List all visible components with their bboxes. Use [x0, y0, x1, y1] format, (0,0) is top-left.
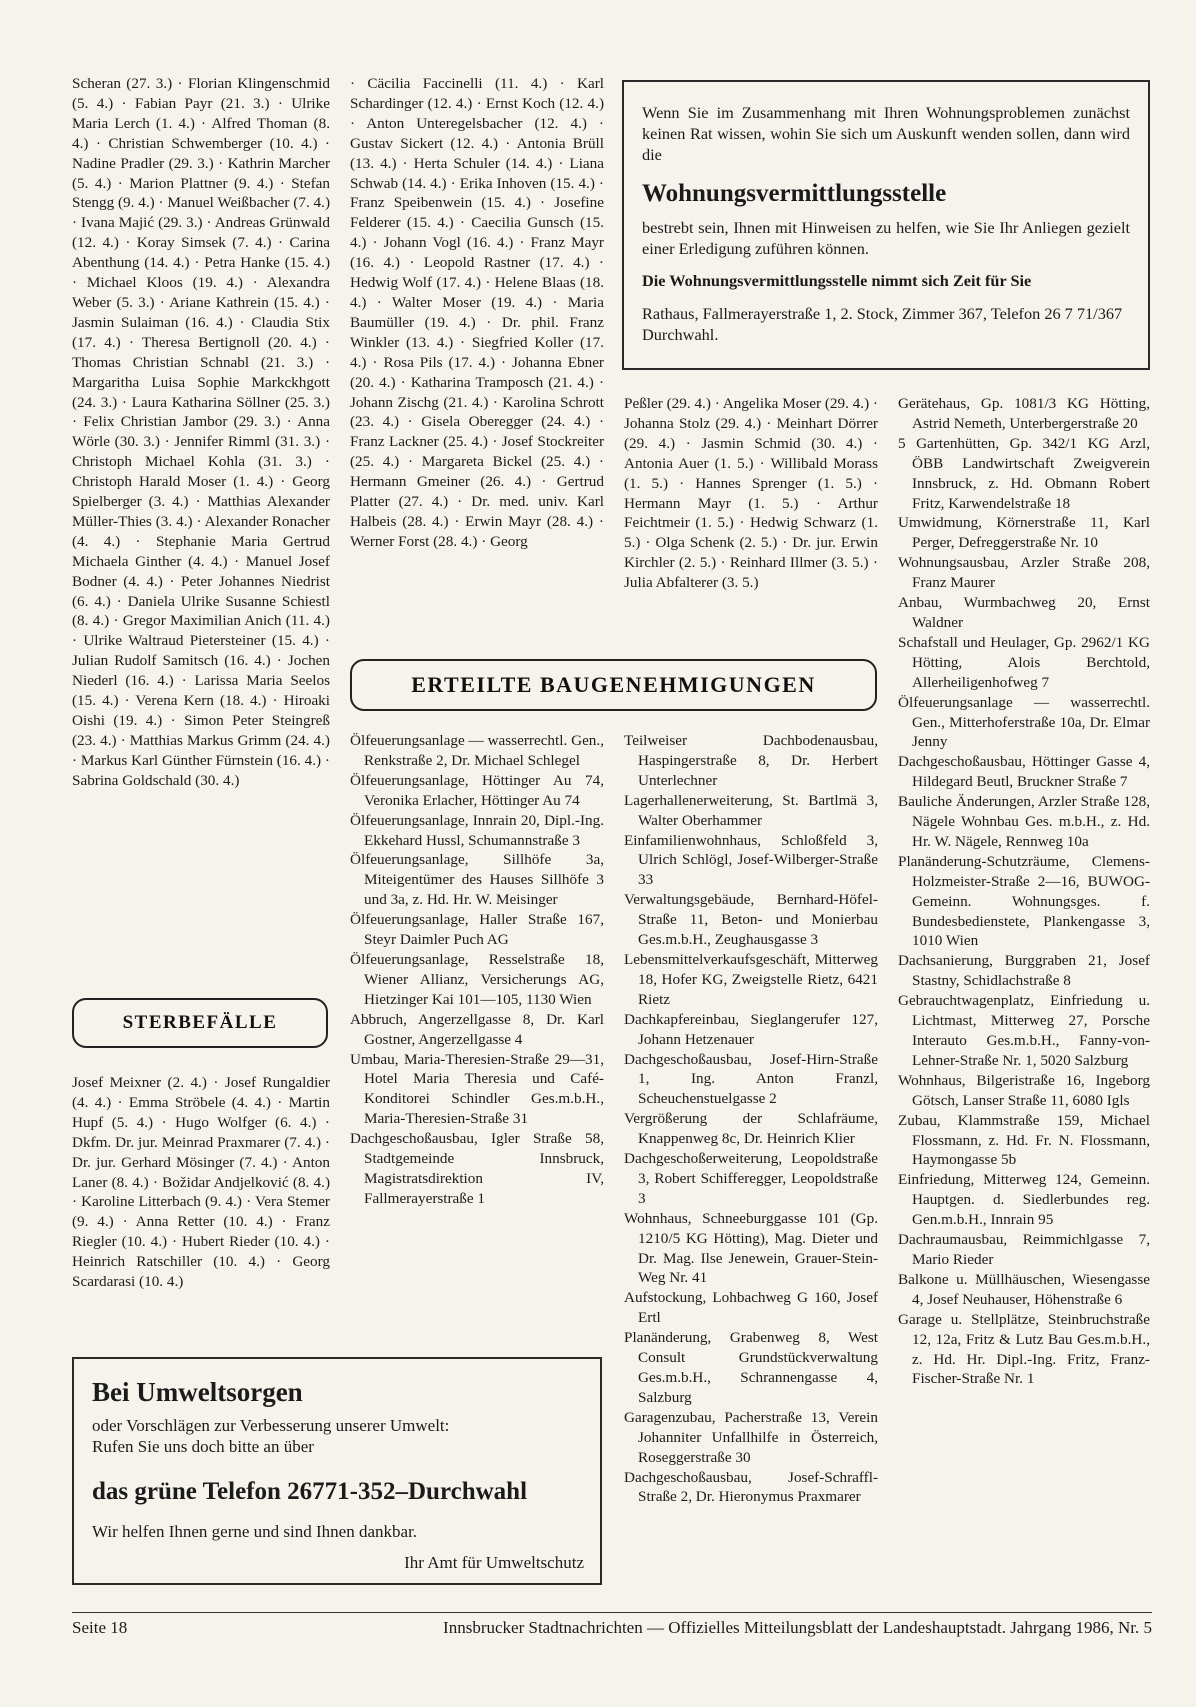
- bau-entry: Wohnhaus, Schneeburggasse 101 (Gp. 1210/5 KG Hötting), Mag. Dieter und Dr. Mag. Ilse Jenewein, Grauer-Stein-Weg Nr. 41: [624, 1209, 878, 1287]
- bau-entry: Teilweiser Dachbodenausbau, Haspingerstraße 8, Dr. Herbert Unterlechner: [624, 732, 878, 789]
- wohnung-address: Rathaus, Fallmerayerstraße 1, 2. Stock, Zimmer 367, Telefon 26 7 71/367 Durchwahl.: [642, 304, 1123, 344]
- bau-entry: Ölfeuerungsanlage, Innrain 20, Dipl.-Ing. Ekkehard Hussl, Schumannstraße 3: [350, 811, 604, 849]
- umwelt-line2: Rufen Sie uns doch bitte an über: [92, 1437, 314, 1456]
- wohnung-bold: Die Wohnungsvermittlungsstelle nimmt sich Zeit für Sie: [642, 271, 1032, 290]
- bau-entry: Ölfeuerungsanlage, Haller Straße 167, Steyr Daimler Puch AG: [350, 911, 604, 949]
- bau-entry: Dachgeschoßerweiterung, Leopoldstraße 3, Robert Schifferegger, Leopoldstraße 3: [624, 1150, 878, 1207]
- umwelt-line1: oder Vorschlägen zur Verbesserung unserer Umwelt:: [92, 1416, 450, 1435]
- sterbefaelle-heading-box: [72, 998, 328, 1048]
- bau-entry: Wohnungsausbau, Arzler Straße 208, Franz Maurer: [898, 554, 1150, 592]
- bau-entry: Dachgeschoßausbau, Josef-Schraffl-Straße 2, Dr. Hieronymus Praxmarer: [624, 1468, 878, 1506]
- wohnung-intro: Wenn Sie im Zusammenhang mit Ihren Wohnungsproblemen zunächst keinen Rat wissen, wohin Sie sich um Auskunft wenden sollen, dann wird die: [642, 103, 1130, 164]
- deaths-list: Josef Meixner (2. 4.) · Josef Rungaldier (4. 4.) · Emma Ströbele (4. 4.) · Martin Hupf (5. 4.) · Hugo Wolfger (6. 4.) · Dkfm. Dr. jur. Meinrad Praxmarer (7. 4.) · Dr. jur. Gerhard Mösinger (7. 4.) · Anton Laner (8. 4.) · Božidar Andjelković (8. 4.) · Karoline Litterbach (9. 4.) · Vera Stemer (9. 4.) · Anna Retter (10. 4.) · Franz Riegler (10. 4.) · Hubert Rieder (10. 4.) · Heinrich Ratschiller (10. 4.) · Georg Scardarasi (10. 4.): [72, 1074, 330, 1291]
- bau-entry: Abbruch, Angerzellgasse 8, Dr. Karl Gostner, Angerzellgasse 4: [350, 1010, 604, 1048]
- bau-entry: Schafstall und Heulager, Gp. 2962/1 KG Hötting, Alois Berchtold, Allerheiligenhofweg 7: [898, 633, 1150, 691]
- bau-entry: Einfriedung, Mitterweg 124, Gemeinn. Hauptgen. d. Siedlerbundes reg. Gen.m.b.H., Innrain 95: [898, 1171, 1150, 1229]
- bau-entry: Gerätehaus, Gp. 1081/3 KG Hötting, Astrid Nemeth, Unterbergerstraße 20: [898, 395, 1150, 432]
- bau-entry: Aufstockung, Lohbachweg G 160, Josef Ertl: [624, 1289, 878, 1327]
- bau-entry: Gebrauchtwagenplatz, Einfriedung u. Lichtmast, Mitterweg 27, Porsche Interauto Ges.m.b.H., Fanny-von-Lehner-Straße Nr. 1, 5020 Salzburg: [898, 992, 1150, 1069]
- bau-entry: Ölfeuerungsanlage — wasserrechtl. Gen., Mitterhoferstraße 10a, Dr. Elmar Jenny: [898, 693, 1150, 751]
- umwelt-box: [72, 1357, 602, 1585]
- bau-entry: Dachgeschoßausbau, Josef-Hirn-Straße 1, Ing. Anton Franzl, Scheuchenstuelgasse 2: [624, 1050, 878, 1108]
- bau-entry: Bauliche Änderungen, Arzler Straße 128, Nägele Wohnbau Ges. m.b.H., z. Hd. Hr. W. Nägele, Rennweg 10a: [898, 793, 1150, 850]
- umwelt-sign: Ihr Amt für Umweltschutz: [404, 1553, 584, 1572]
- bau-entry: Lebensmittelverkaufsgeschäft, Mitterweg 18, Hofer KG, Zweigstelle Rietz, 6421 Rietz: [624, 950, 878, 1008]
- bau-entry: Ölfeuerungsanlage, Sillhöfe 3a, Miteigentümer des Hauses Sillhöfe 3 und 3a, z. Hd. Hr. W. Meisinger: [350, 851, 604, 909]
- baugenehmigungen-heading-box: [350, 659, 877, 711]
- page-number: Seite 18: [72, 1618, 128, 1637]
- births-list-end: Peßler (29. 4.) · Angelika Moser (29. 4.) · Johanna Stolz (29. 4.) · Meinhart Dörrer (29. 4.) · Jasmin Schmid (30. 4.) · Antonia Auer (1. 5.) · Willibald Morass (1. 5.) · Hannes Sprenger (1. 5.) · Hermann Mayr (1. 5.) · Arthur Feichtmeir (1. 5.) · Hedwig Schwarz (1. 5.) · Olga Schenk (2. 5.) · Dr. jur. Erwin Kirchler (2. 5.) · Reinhard Illmer (3. 5.) · Julia Abfalterer (3. 5.): [624, 395, 878, 592]
- bau-entry: Anbau, Wurmbachweg 20, Ernst Waldner: [898, 594, 1150, 631]
- bau-entry: Garagenzubau, Pacherstraße 13, Verein Johanniter Unfallhilfe in Österreich, Roseggerstraße 30: [624, 1408, 878, 1466]
- bau-entry: Balkone u. Müllhäuschen, Wiesengasse 4, Josef Neuhauser, Höhenstraße 6: [898, 1270, 1150, 1308]
- births-list-continued: · Cäcilia Faccinelli (11. 4.) · Karl Schardinger (12. 4.) · Ernst Koch (12. 4.) · Anton Unteregelsbacher (12. 4.) · Gustav Sickert (12. 4.) · Antonia Brüll (13. 4.) · Herta Schuler (14. 4.) · Liana Schwab (14. 4.) · Erika Inhoven (15. 4.) · Franz Speibenwein (15. 4.) · Josefine Felderer (15. 4.) · Caecilia Gunsch (15. 4.) · Johann Vogl (16. 4.) · Franz Mayr (16. 4.) · Leopold Rastner (17. 4.) · Hedwig Wolf (17. 4.) · Helene Blaas (18. 4.) · Walter Moser (19. 4.) · Maria Baumüller (19. 4.) · Dr. phil. Franz Winkler (13. 4.) · Siegfried Koller (17. 4.) · Rosa Pils (17. 4.) · Johanna Ebner (20. 4.) · Katharina Tramposch (21. 4.) · Johann Zischg (21. 4.) · Karolina Schrott (23. 4.) · Gisela Oberegger (24. 4.) · Franz Lackner (25. 4.) · Josef Stockreiter (25. 4.) · Margareta Bickel (25. 4.) · Hermann Gmeiner (26. 4.) · Gertrud Platter (27. 4.) · Dr. med. univ. Karl Halbeis (28. 4.) · Erwin Mayr (28. 4.) · Werner Forst (28. 4.) · Georg: [350, 75, 604, 550]
- baugenehmigungen-heading: ERTEILTE BAUGENEHMIGUNGEN: [411, 672, 816, 697]
- bau-entry: Dachgeschoßausbau, Igler Straße 58, Stadtgemeinde Innsbruck, Magistratsdirektion IV, Fallmerayerstraße 1: [350, 1130, 604, 1207]
- wohnung-box: [622, 80, 1150, 370]
- bau-entry: Dachsanierung, Burggraben 21, Josef Stastny, Schidlachstraße 8: [898, 952, 1150, 990]
- bau-entry: Dachkapfereinbau, Sieglangerufer 127, Johann Hetzenauer: [624, 1010, 878, 1048]
- bau-entry: Wohnhaus, Bilgeristraße 16, Ingeborg Götsch, Lanser Straße 11, 6080 Igls: [898, 1071, 1150, 1109]
- bau-entry: Dachgeschoßausbau, Höttinger Gasse 4, Hildegard Beutl, Bruckner Straße 7: [898, 753, 1150, 791]
- bau-entry: Ölfeuerungsanlage, Resselstraße 18, Wiener Allianz, Versicherungs AG, Hietzinger Kai 101—105, 1130 Wien: [350, 950, 604, 1008]
- bau-entry: Planänderung-Schutzräume, Clemens-Holzmeister-Straße 2—16, BUWOG-Gemeinn. Wohnungsges. f. Bundesbedienstete, Plankengasse 3, 1010 Wien: [898, 852, 1150, 950]
- umwelt-help: Wir helfen Ihnen gerne und sind Ihnen dankbar.: [92, 1522, 418, 1541]
- footer-rule: [72, 1612, 1152, 1613]
- bau-column-2: [624, 731, 878, 1507]
- umwelt-title: Bei Umweltsorgen: [92, 1377, 303, 1407]
- umwelt-phone: das grüne Telefon 26771-352–Durchwahl: [92, 1478, 528, 1505]
- bau-entry: Planänderung, Grabenweg 8, West Consult Grundstückverwaltung Ges.m.b.H., Schrannengasse 4, Salzburg: [624, 1329, 878, 1406]
- bau-entry: Lagerhallenerweiterung, St. Bartlmä 3, Walter Oberhammer: [624, 791, 878, 829]
- bau-column-3: [898, 394, 1150, 1389]
- bau-entry: Umwidmung, Körnerstraße 11, Karl Perger, Defreggerstraße Nr. 10: [898, 514, 1150, 552]
- wohnung-title: Wohnungsvermittlungsstelle: [642, 180, 947, 207]
- bau-entry: Garage u. Stellplätze, Steinbruchstraße 12, 12a, Fritz & Lutz Bau Ges.m.b.H., z. Hd. Hr. Dipl.-Ing. Fritz, Franz-Fischer-Straße Nr. 1: [898, 1310, 1150, 1388]
- bau-entry: Ölfeuerungsanlage, Höttinger Au 74, Veronika Erlacher, Höttinger Au 74: [350, 771, 604, 809]
- bau-entry: Umbau, Maria-Theresien-Straße 29—31, Hotel Maria Theresia und Café-Konditorei Schindler Ges.m.b.H., Maria-Theresien-Straße 31: [350, 1050, 604, 1128]
- bau-entry: Zubau, Klammstraße 159, Michael Flossmann, z. Hd. Fr. N. Flossmann, Haymongasse 5b: [898, 1111, 1150, 1169]
- births-list: Scheran (27. 3.) · Florian Klingenschmid (5. 4.) · Fabian Payr (21. 3.) · Ulrike Maria Lerch (1. 4.) · Alfred Thoman (8. 4.) · Christian Schwemberger (10. 4.) · Nadine Pradler (29. 3.) · Kathrin Marcher (5. 4.) · Marion Plattner (9. 4.) · Stefan Stengg (9. 4.) · Manuel Weißbacher (7. 4.) · Ivana Majić (29. 3.) · Andreas Grünwald (12. 4.) · Koray Simsek (7. 4.) · Carina Abenthung (14. 4.) · Petra Hanke (15. 4.) · Michael Kloos (19. 4.) · Alexandra Weber (5. 3.) · Ariane Kathrein (15. 4.) · Jasmin Sulaiman (16. 4.) · Claudia Stix (17. 4.) · Theresa Bertignoll (20. 4.) · Thomas Christian Schnabl (21. 3.) · Margaritha Luisa Sophie Markckhgott (24. 3.) · Laura Katharina Söllner (25. 3.) · Felix Christian Jambor (29. 3.) · Anna Wörle (30. 3.) · Jennifer Rimml (31. 3.) · Christoph Michael Kohla (31. 3.) · Christoph Harald Moser (1. 4.) · Georg Spielberger (3. 4.) · Matthias Alexander Müller-Thies (3. 4.) · Alexander Ronacher (4. 4.) · Stephanie Maria Gertrud Michaela Ginther (4. 4.) · Manuel Josef Bodner (4. 4.) · Peter Johannes Niedrist (6. 4.) · Daniela Ulrike Susanne Schiestl (8. 4.) · Gregor Maximilian Anich (11. 4.) · Ulrike Waltraud Pietersteiner (15. 4.) · Julian Rudolf Samitsch (16. 4.) · Jochen Niederl (16. 4.) · Larissa Maria Seelos (15. 4.) · Verena Kern (18. 4.) · Hiroaki Oishi (19. 4.) · Simon Peter Steingreß (23. 4.) · Matthias Markus Grimm (24. 4.) · Markus Karl Günther Fürnstein (16. 4.) · Sabrina Goldschald (30. 4.): [72, 75, 330, 789]
- bau-entry: Dachraumausbau, Reimmichlgasse 7, Mario Rieder: [898, 1231, 1150, 1268]
- bau-entry: Einfamilienwohnhaus, Schloßfeld 3, Ulrich Schlögl, Josef-Wilberger-Straße 33: [624, 831, 878, 889]
- bau-entry: Vergrößerung der Schlafräume, Knappenweg 8c, Dr. Heinrich Klier: [624, 1110, 878, 1148]
- bau-entry: Verwaltungsgebäude, Bernhard-Höfel-Straße 11, Beton- und Monierbau Ges.m.b.H., Zeughausgasse 3: [624, 891, 878, 949]
- bau-entry: 5 Gartenhütten, Gp. 342/1 KG Arzl, ÖBB Landwirtschaft Zweigverein Innsbruck, z. Hd. Obmann Robert Fritz, Karwendelstraße 18: [898, 434, 1150, 512]
- sterbefaelle-heading: STERBEFÄLLE: [122, 1012, 278, 1033]
- masthead: Innsbrucker Stadtnachrichten — Offizielles Mitteilungsblatt der Landeshauptstadt. Jahrgang 1986, Nr. 5: [443, 1618, 1152, 1637]
- bau-entry: Ölfeuerungsanlage — wasserrechtl. Gen., Renkstraße 2, Dr. Michael Schlegel: [350, 732, 604, 769]
- bau-column-1: [350, 731, 604, 1209]
- wohnung-text: bestrebt sein, Ihnen mit Hinweisen zu helfen, wie Sie Ihr Anliegen gezielt einer Erledigung zuführen können.: [642, 218, 1130, 258]
